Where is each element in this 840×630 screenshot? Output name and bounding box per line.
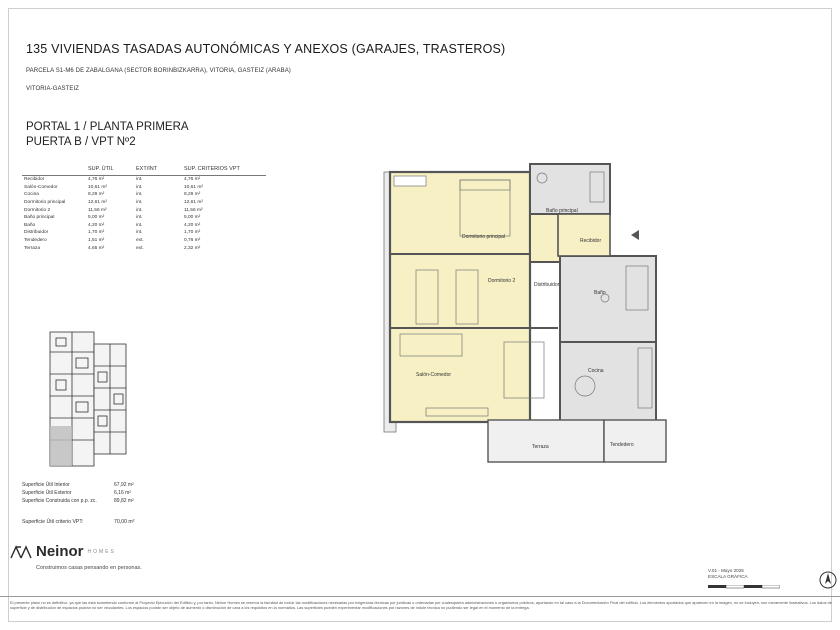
areas-table — [22, 166, 266, 252]
legal-disclaimer: El presente plano no es definitivo, ya que las está sometiendo conforme al Proyecto Ejecución del Edificio y, por tanto, Neinor Homes se reserva la facultad de incluir las modificaciones necesarias por exigencias técnicas por jurídicas o ordenadas por cualesquiera administraciones u organismos públicos, aportando en tal caso a la Documentación Final del edificio. Los elementos aportados que aparecen en la imagen, no se incluyen, son meramente ilustrativos. Los datos de superficie y de distribución de espacios podrán no ser vinculantes. Los espacios podrán ser objeto de aumento o disminución de cara a los requisitos en la normativa. Las superficies pueden experimentar modificaciones por razones de índole técnica no pudiendo ser legal en el momento de la entrega. — [10, 600, 832, 610]
room-label: Terraza — [532, 444, 549, 450]
vpt-area: 0,76 m² — [184, 238, 201, 244]
ext-int: int. — [136, 200, 143, 206]
areas-table-header — [22, 166, 266, 176]
useful-area: 10,61 m² — [88, 184, 107, 190]
room-name: Baño — [24, 222, 36, 228]
header-room — [22, 166, 86, 176]
table-row — [22, 222, 266, 230]
vpt-area: 11,56 m² — [184, 207, 203, 213]
header-vpt-area: SUP. CRITERIOS VPT — [182, 166, 266, 176]
totals-row — [22, 489, 154, 497]
project-address: PARCELA S1-M6 DE ZABALGANA (SECTOR BORINBIZKARRA), VITORIA, GASTEIZ (ARABA) — [26, 68, 291, 74]
portal-label: PORTAL 1 / PLANTA PRIMERA — [26, 121, 189, 133]
totals-row — [22, 481, 154, 489]
version-info — [708, 568, 748, 579]
room-label: Baño principal — [546, 208, 578, 214]
room-name: Baño principal — [24, 215, 55, 221]
floor-plan — [380, 158, 670, 470]
door-label: PUERTA B / VPT Nº2 — [26, 136, 136, 148]
room-label: Recibidor — [580, 238, 602, 244]
north-arrow-icon — [818, 570, 838, 590]
table-row — [22, 244, 266, 252]
vpt-area: 2,32 m² — [184, 245, 201, 251]
room-name: Tendedero — [24, 238, 47, 244]
unit-heading — [26, 120, 189, 150]
version-date: V.01 - Mayo 2025 — [708, 568, 744, 573]
ext-int: int. — [136, 207, 143, 213]
room-name: Cocina — [24, 192, 39, 198]
room-name: Salón-Comedor — [24, 184, 58, 190]
room-label: Tendedero — [610, 442, 634, 448]
table-row — [22, 214, 266, 222]
vpt-area: 5,00 m² — [184, 215, 201, 221]
room-name: Terraza — [24, 245, 40, 251]
ext-int: int. — [136, 184, 143, 190]
totals-label: Superficie Útil Interior — [22, 482, 70, 488]
building-key-plan — [36, 330, 134, 468]
totals-value: 6,16 m² — [114, 490, 131, 496]
totals-value: 89,82 m² — [114, 498, 134, 504]
ext-int: int. — [136, 215, 143, 221]
totals-value: 67,92 m² — [114, 482, 134, 488]
graphic-scale — [708, 585, 780, 589]
ext-int: ext. — [136, 245, 144, 251]
table-row — [22, 229, 266, 237]
useful-area: 1,70 m² — [88, 230, 105, 236]
ext-int: int. — [136, 192, 143, 198]
ext-int: int. — [136, 177, 143, 183]
vpt-total — [22, 519, 134, 525]
room-label: Dormitorio 2 — [488, 278, 516, 284]
footer-divider — [0, 596, 840, 597]
vpt-area: 12,61 m² — [184, 200, 203, 206]
ext-int: int. — [136, 222, 143, 228]
surface-totals — [22, 481, 154, 505]
selected-unit-highlight — [50, 426, 72, 466]
vpt-total-label: Superficie Útil criterio VPT: — [22, 519, 84, 525]
neinor-logo-icon — [10, 545, 32, 559]
entrance-arrow-icon — [630, 229, 640, 241]
useful-area: 5,00 m² — [88, 215, 105, 221]
useful-area: 4,76 m² — [88, 177, 105, 183]
totals-row — [22, 497, 154, 505]
page-title: 135 VIVIENDAS TASADAS AUTONÓMICAS Y ANEXOS (GARAJES, TRASTEROS) — [26, 42, 506, 56]
ext-int: int. — [136, 230, 143, 236]
vpt-area: 10,61 m² — [184, 184, 203, 190]
vpt-area: 1,70 m² — [184, 230, 201, 236]
table-row — [22, 176, 266, 184]
vpt-total-value: 70,00 m² — [114, 519, 135, 525]
brand-logo — [10, 543, 116, 560]
room-name: Distribuidor — [24, 230, 49, 236]
room-label: Baño — [594, 290, 606, 296]
room-name: Dormitorio principal — [24, 200, 66, 206]
header-ext-int: EXT/INT — [134, 166, 182, 176]
useful-area: 11,56 m² — [88, 207, 107, 213]
table-row — [22, 184, 266, 192]
table-row — [22, 206, 266, 214]
room-label: Distribuidor — [534, 282, 560, 288]
totals-label: Superficie Útil Exterior — [22, 490, 72, 496]
room-name: Recibidor — [24, 177, 45, 183]
useful-area: 1,51 m² — [88, 238, 105, 244]
useful-area: 4,65 m² — [88, 245, 105, 251]
table-row — [22, 199, 266, 207]
table-row — [22, 237, 266, 245]
brand-suffix: HOMES — [87, 548, 116, 555]
room-label: Cocina — [588, 368, 604, 374]
header-useful-area: SUP. ÚTIL — [86, 166, 134, 176]
useful-area: 8,29 m² — [88, 192, 105, 198]
brand-name: Neinor — [36, 543, 84, 560]
room-name: Dormitorio 2 — [24, 207, 51, 213]
useful-area: 4,20 m² — [88, 222, 105, 228]
room-label: Dormitorio principal — [462, 234, 506, 240]
totals-label: Superficie Construida con p.p. zc. — [22, 498, 97, 504]
room-label: Salón-Comedor — [416, 372, 452, 378]
vpt-area: 8,29 m² — [184, 192, 201, 198]
brand-tagline: Construimos casas pensando en personas. — [36, 565, 142, 571]
useful-area: 12,61 m² — [88, 200, 107, 206]
table-row — [22, 191, 266, 199]
scale-label: ESCALA GRÁFICA — [708, 573, 748, 579]
project-city: VITORIA-GASTEIZ — [26, 86, 80, 92]
ext-int: ext. — [136, 238, 144, 244]
vpt-area: 4,76 m² — [184, 177, 201, 183]
vpt-area: 4,20 m² — [184, 222, 201, 228]
